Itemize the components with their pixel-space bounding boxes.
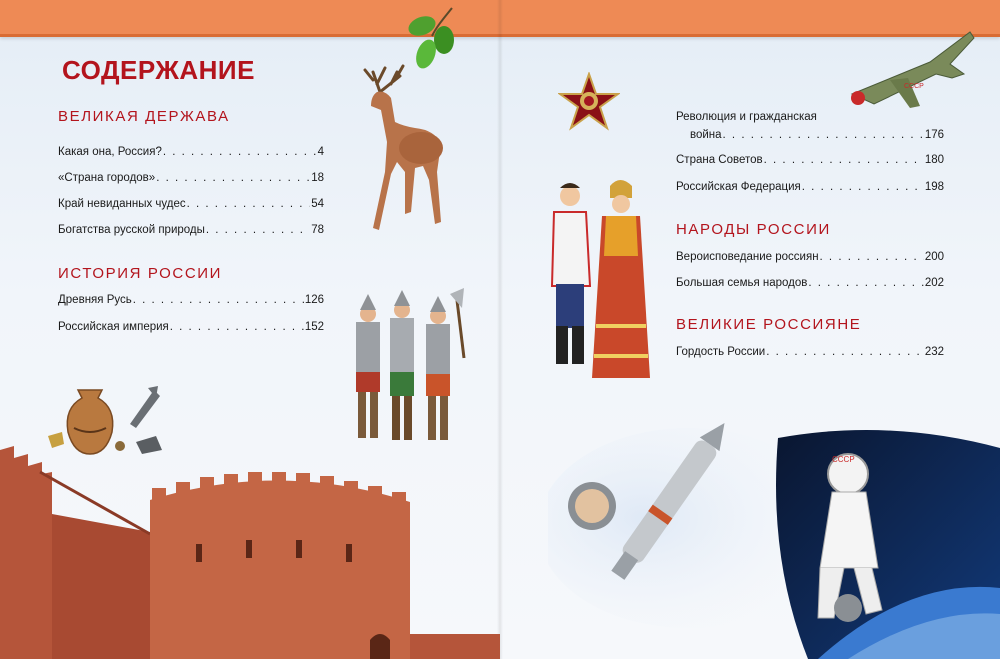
toc-entry[interactable] xyxy=(676,276,944,290)
toc-entry[interactable] xyxy=(676,153,944,167)
toc-label: война xyxy=(690,129,722,141)
toc-page: 232 xyxy=(924,346,944,358)
toc-entry[interactable] xyxy=(58,320,324,334)
toc-page: 198 xyxy=(924,181,944,193)
toc-entry[interactable] xyxy=(58,145,324,159)
leader-dots xyxy=(766,345,924,359)
toc-page: 202 xyxy=(924,277,944,289)
leader-dots xyxy=(156,171,310,185)
toc-page: 18 xyxy=(311,172,324,184)
section-heading-great-power: ВЕЛИКАЯ ДЕРЖАВА xyxy=(58,108,230,125)
leader-dots xyxy=(802,180,924,194)
leader-dots xyxy=(133,293,304,307)
toc-label: «Страна городов» xyxy=(58,172,156,184)
leader-dots xyxy=(170,320,304,334)
leader-dots xyxy=(808,276,923,290)
page-title: СОДЕРЖАНИЕ xyxy=(62,55,255,85)
toc-page: 78 xyxy=(311,224,324,236)
toc-label: Страна Советов xyxy=(676,154,763,166)
toc-label-line1: Революция и гражданская xyxy=(676,111,817,123)
leader-dots xyxy=(163,145,317,159)
leader-dots xyxy=(206,223,310,237)
toc-page: 4 xyxy=(317,146,324,158)
space-scene-illustration xyxy=(548,418,1000,659)
toc-label: Край невиданных чудес xyxy=(58,198,186,210)
toc-page: 126 xyxy=(304,294,324,306)
folk-costume-couple-illustration xyxy=(540,176,650,386)
toc-label: Какая она, Россия? xyxy=(58,146,162,158)
toc-entry[interactable] xyxy=(58,197,324,211)
toc-entry[interactable] xyxy=(676,250,944,264)
fighter-plane-illustration xyxy=(840,24,980,119)
toc-entry[interactable] xyxy=(58,223,324,237)
toc-label: Древняя Русь xyxy=(58,294,132,306)
section-heading-peoples: НАРОДЫ РОССИИ xyxy=(676,221,831,238)
leader-dots xyxy=(764,153,924,167)
section-heading-history: ИСТОРИЯ РОССИИ xyxy=(58,265,223,282)
kremlin-wall-illustration xyxy=(0,444,500,659)
leader-dots xyxy=(187,197,311,211)
toc-entry[interactable] xyxy=(58,293,324,307)
toc-page: 200 xyxy=(924,251,944,263)
leader-dots xyxy=(723,128,924,142)
plane-badge: СССР xyxy=(904,83,924,90)
toc-label: Большая семья народов xyxy=(676,277,808,289)
toc-entry[interactable] xyxy=(58,171,324,185)
toc-entry[interactable] xyxy=(676,345,944,359)
toc-page: 176 xyxy=(924,129,944,141)
suit-badge: СССР xyxy=(832,455,855,464)
toc-page: 152 xyxy=(304,321,324,333)
order-medal-illustration xyxy=(558,72,620,132)
toc-label: Гордость России xyxy=(676,346,766,358)
toc-page: 180 xyxy=(924,154,944,166)
toc-page: 54 xyxy=(311,198,324,210)
leader-dots xyxy=(820,250,924,264)
ancient-warriors-illustration xyxy=(338,288,473,448)
toc-label: Российская Федерация xyxy=(676,181,801,193)
toc-label: Богатства русской природы xyxy=(58,224,205,236)
deer-illustration xyxy=(345,62,455,237)
section-heading-great-russians: ВЕЛИКИЕ РОССИЯНЕ xyxy=(676,316,862,333)
toc-label: Российская империя xyxy=(58,321,169,333)
toc-entry[interactable] xyxy=(676,180,944,194)
toc-label: Вероисповедание россиян xyxy=(676,251,819,263)
